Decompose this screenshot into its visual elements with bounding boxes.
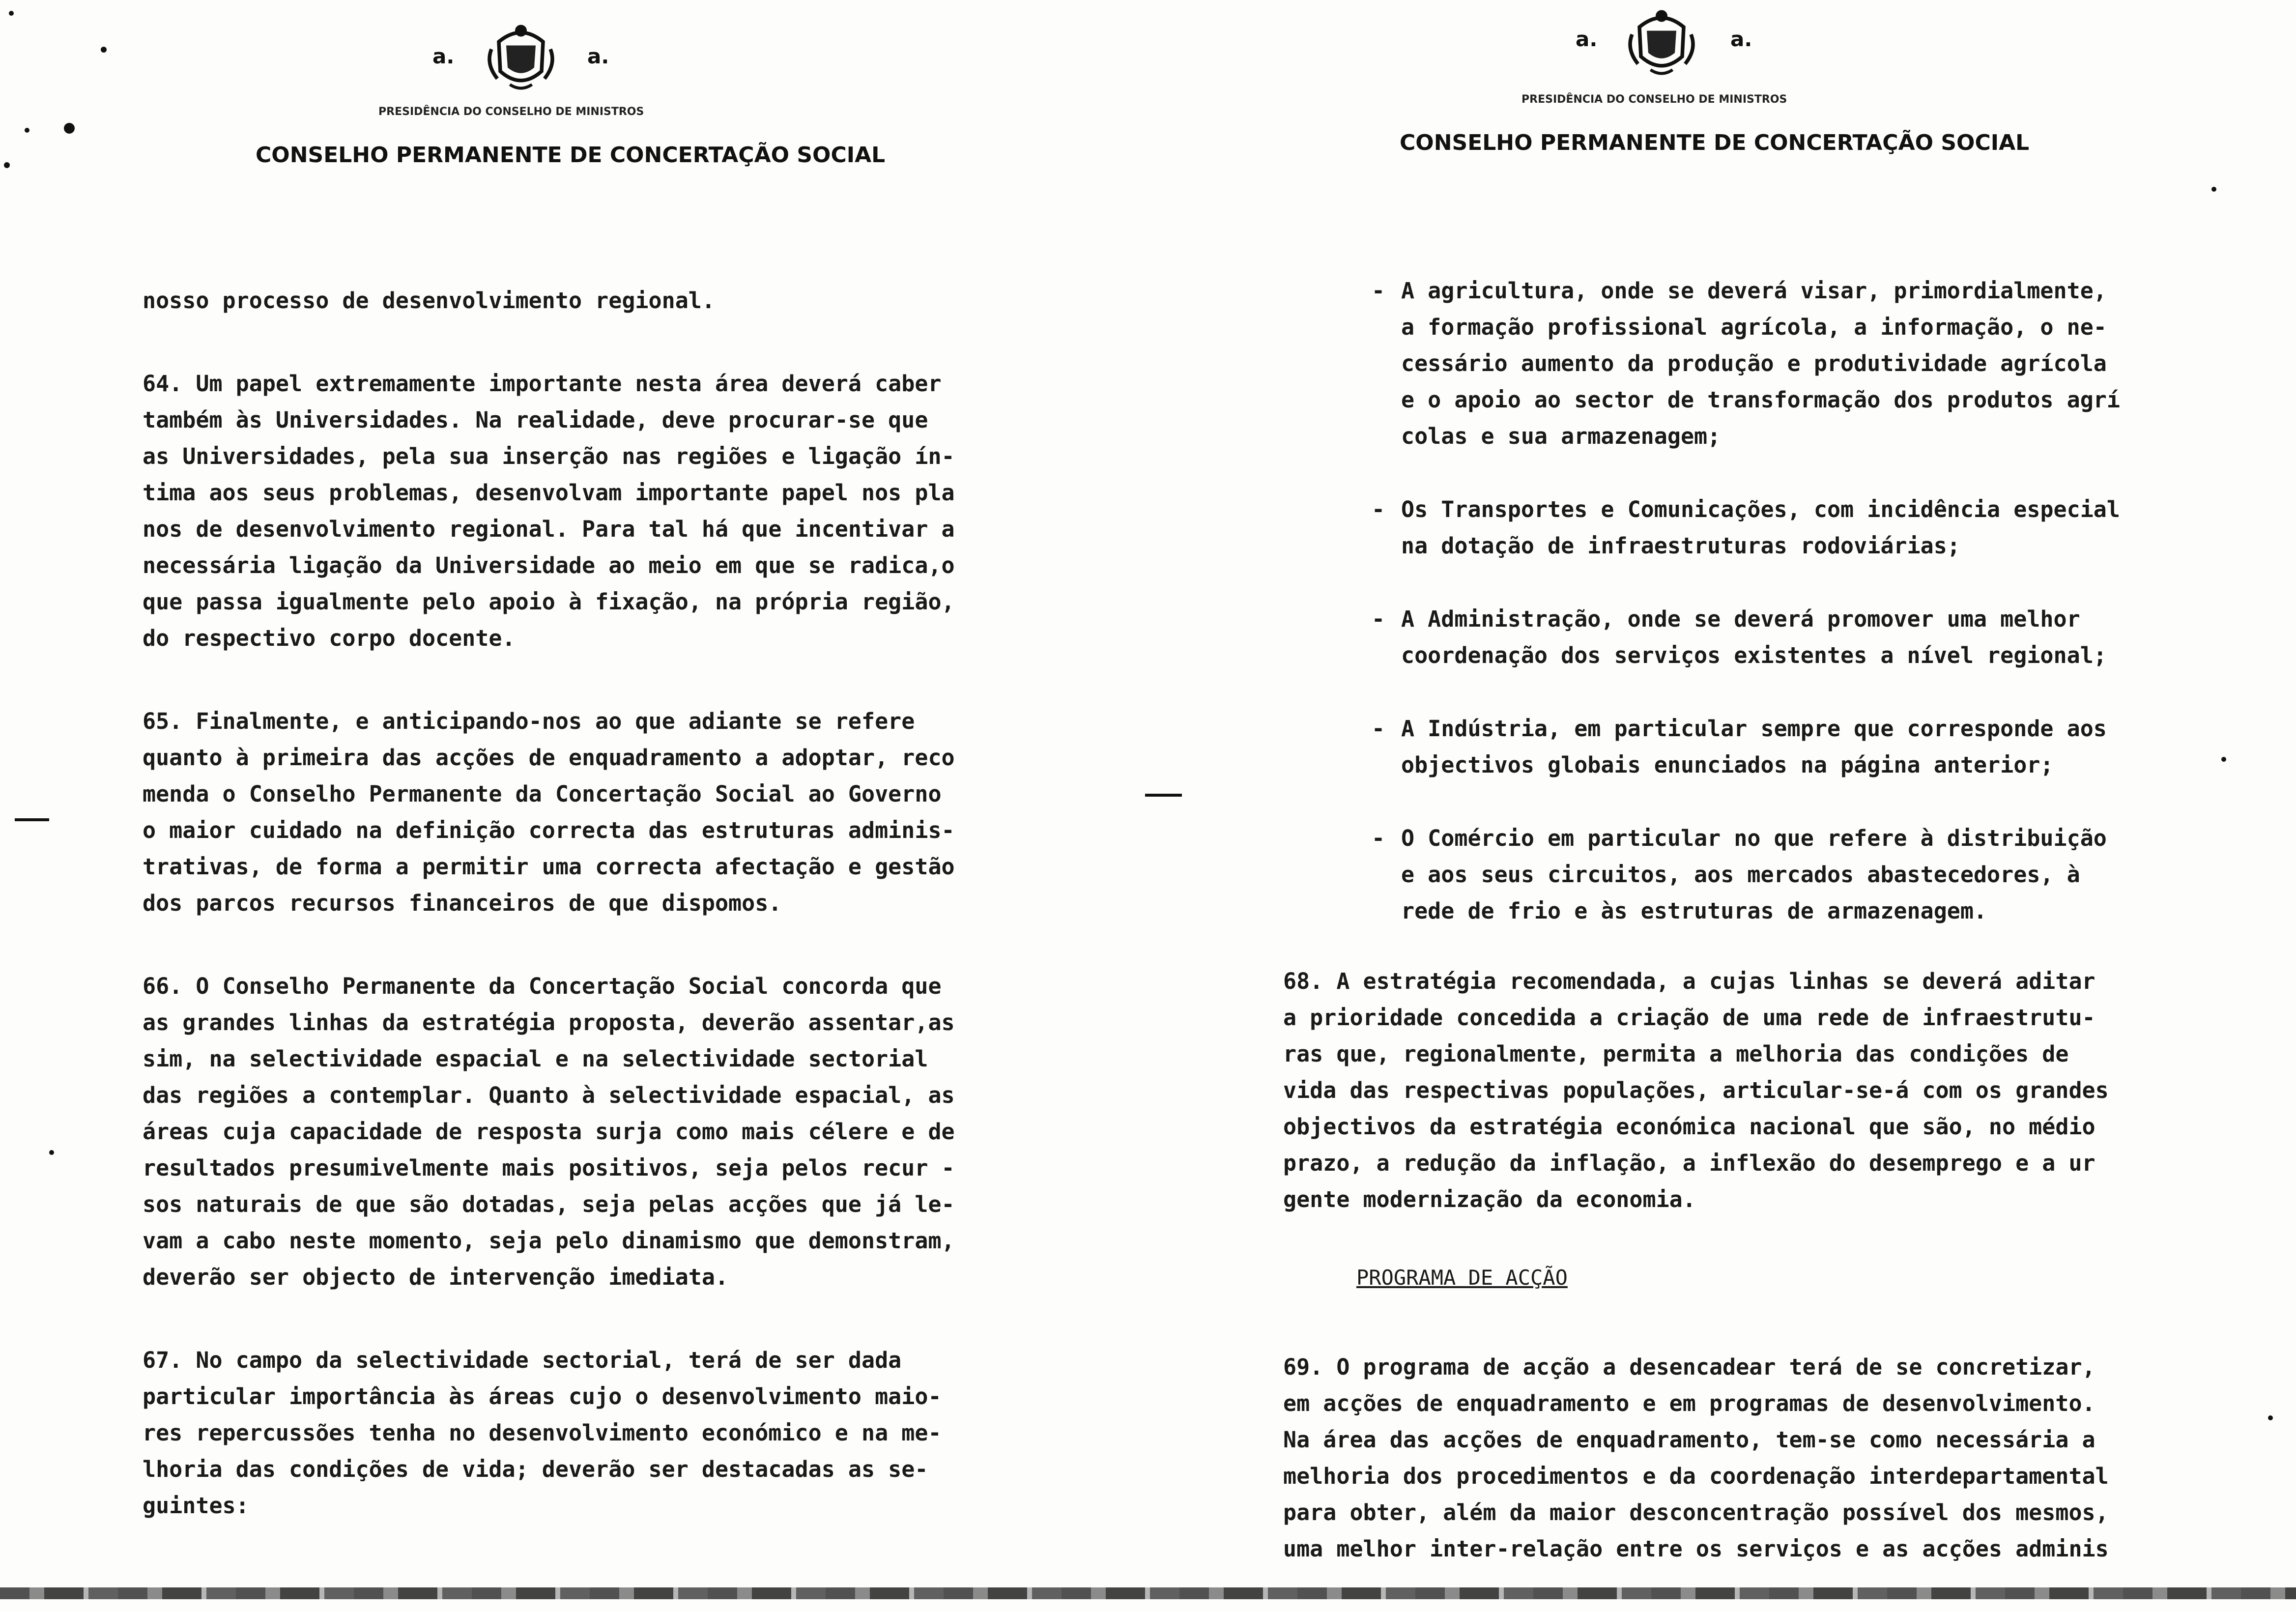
scan-mark (1145, 794, 1182, 797)
scan-speck (64, 123, 75, 134)
letterhead-left (0, 15, 1148, 93)
letterhead-mark-right: a. (1730, 27, 1752, 51)
paragraph-65: 65. Finalmente, e anticipando-nos ao que adiante se refere quanto à primeira das acções de enquadramento a adoptar, reco menda o Conselho Permanente da Concertação Social ao Governo o maior cuidado na definição correcta das estruturas adminis- trativas, de forma a permitir uma correcta afectação e gestão dos parcos recursos financeiros de que dispomos. (143, 708, 955, 916)
council-title: CONSELHO PERMANENTE DE CONCERTAÇÃO SOCIAL (1400, 130, 2030, 155)
scan-speck (2211, 187, 2216, 192)
section-heading: PROGRAMA DE ACÇÃO (1356, 1266, 1568, 1290)
letterhead-right (1148, 5, 2296, 84)
bullet-transport: Os Transportes e Comunicações, com incidência especial na dotação de infraestruturas rodoviárias; (1401, 496, 2120, 559)
paragraph-68: 68. A estratégia recomendada, a cujas linhas se deverá aditar a prioridade concedida a criação de uma rede de infraestrutu- ras que, regionalmente, permita a melhoria das condições de vida das respectivas populações, articular-se-á com os grandes objectivos da estratégia económica nacional que são, no médio prazo, a redução da inflação, a inflexão do desemprego e a ur gente modernização da economia. (1283, 968, 2109, 1212)
coat-of-arms-icon (1625, 5, 1698, 79)
bullet-dash: - (1372, 825, 1385, 851)
council-title: CONSELHO PERMANENTE DE CONCERTAÇÃO SOCIAL (256, 143, 886, 168)
scan-speck (2268, 1415, 2273, 1420)
bullet-commerce: O Comércio em particular no que refere à distribuição e aos seus circuitos, aos mercados abastecedores, à rede de frio e às estruturas de armazenagem. (1401, 825, 2107, 924)
presidency-label: PRESIDÊNCIA DO CONSELHO DE MINISTROS (378, 106, 644, 118)
list-item (1372, 273, 2217, 455)
bullet-dash: - (1372, 606, 1385, 632)
bullet-dash: - (1372, 278, 1385, 304)
list-item (1372, 820, 2217, 929)
left-page-body (143, 283, 1037, 1571)
presidency-label: PRESIDÊNCIA DO CONSELHO DE MINISTROS (1521, 93, 1787, 106)
scan-speck (25, 128, 29, 133)
scan-speck (101, 47, 107, 53)
scan-speck (9, 11, 14, 16)
paragraph-64: 64. Um papel extremamente importante nesta área deverá caber também às Universidades. Na realidade, deve procurar-se que as Universidades, pela sua inserção nas regiões e ligação ín- tima aos seus problemas, desenvolvam importante papel nos pla nos de desenvolvimento regional. Para tal há que incentivar a necessária ligação da Universidade ao meio em que se radica,o que passa igualmente pelo apoio à fixação, na própria região, do respectivo corpo docente. (143, 371, 955, 651)
scan-edge (0, 1587, 2296, 1599)
scan-mark (15, 818, 49, 821)
bullet-administration: A Administração, onde se deverá promover uma melhor coordenação dos serviços existentes a nível regional; (1401, 606, 2107, 668)
scan-speck (2221, 757, 2226, 762)
bullet-agriculture: A agricultura, onde se deverá visar, primordialmente, a formação profissional agrícola, a informação, o ne- cessário aumento da produção e produtividade agrícola e o apoio ao sector de transformação dos produtos agrí colas e sua armazenagem; (1401, 278, 2120, 449)
paragraph-69: 69. O programa de acção a desencadear terá de se concretizar, em acções de enquadramento e em programas de desenvolvimento. Na área das acções de enquadramento, tem-se como necessária a melhoria dos procedimentos e da coordenação interdepartamental para obter, além da maior desconcentração possível dos mesmos, uma melhor inter-relação entre os serviços e as acções adminis (1283, 1354, 2109, 1562)
list-item (1372, 601, 2217, 674)
bullet-dash: - (1372, 716, 1385, 742)
paragraph-67: 67. No campo da selectividade sectorial, terá de ser dada particular importância às áreas cujo o desenvolvimento maio- res repercussões tenha no desenvolvimento económico e na me- lhoria das condições de vida; deverão ser destacadas as se- guintes: (143, 1347, 942, 1519)
bullet-list (1372, 273, 2217, 966)
coat-of-arms-icon (484, 20, 558, 93)
bullet-dash: - (1372, 496, 1385, 522)
paragraph-continuation: nosso processo de desenvolvimento regional. (143, 288, 715, 314)
letterhead-mark-left: a. (1576, 27, 1598, 51)
list-item (1372, 491, 2217, 564)
scan-speck (49, 1150, 54, 1155)
right-page (1148, 0, 2296, 1612)
letterhead-mark-left: a. (432, 44, 455, 68)
list-item (1372, 711, 2217, 783)
scan-speck (4, 162, 10, 168)
bullet-industry: A Indústria, em particular sempre que corresponde aos objectivos globais enunciados na página anterior; (1401, 716, 2107, 778)
letterhead-mark-right: a. (587, 44, 609, 68)
paragraph-66: 66. O Conselho Permanente da Concertação Social concorda que as grandes linhas da estratégia proposta, deverão assentar,as sim, na selectividade espacial e na selectividade sectorial das regiões a contemplar. Quanto à selectividade espacial, as áreas cuja capacidade de resposta surja como mais célere e de resultados presumivelmente mais positivos, seja pelos recur - sos naturais de que são dotadas, seja pelas acções que já le- vam a cabo neste momento, seja pelo dinamismo que demonstram, deverão ser objecto de intervenção imediata. (143, 973, 955, 1290)
